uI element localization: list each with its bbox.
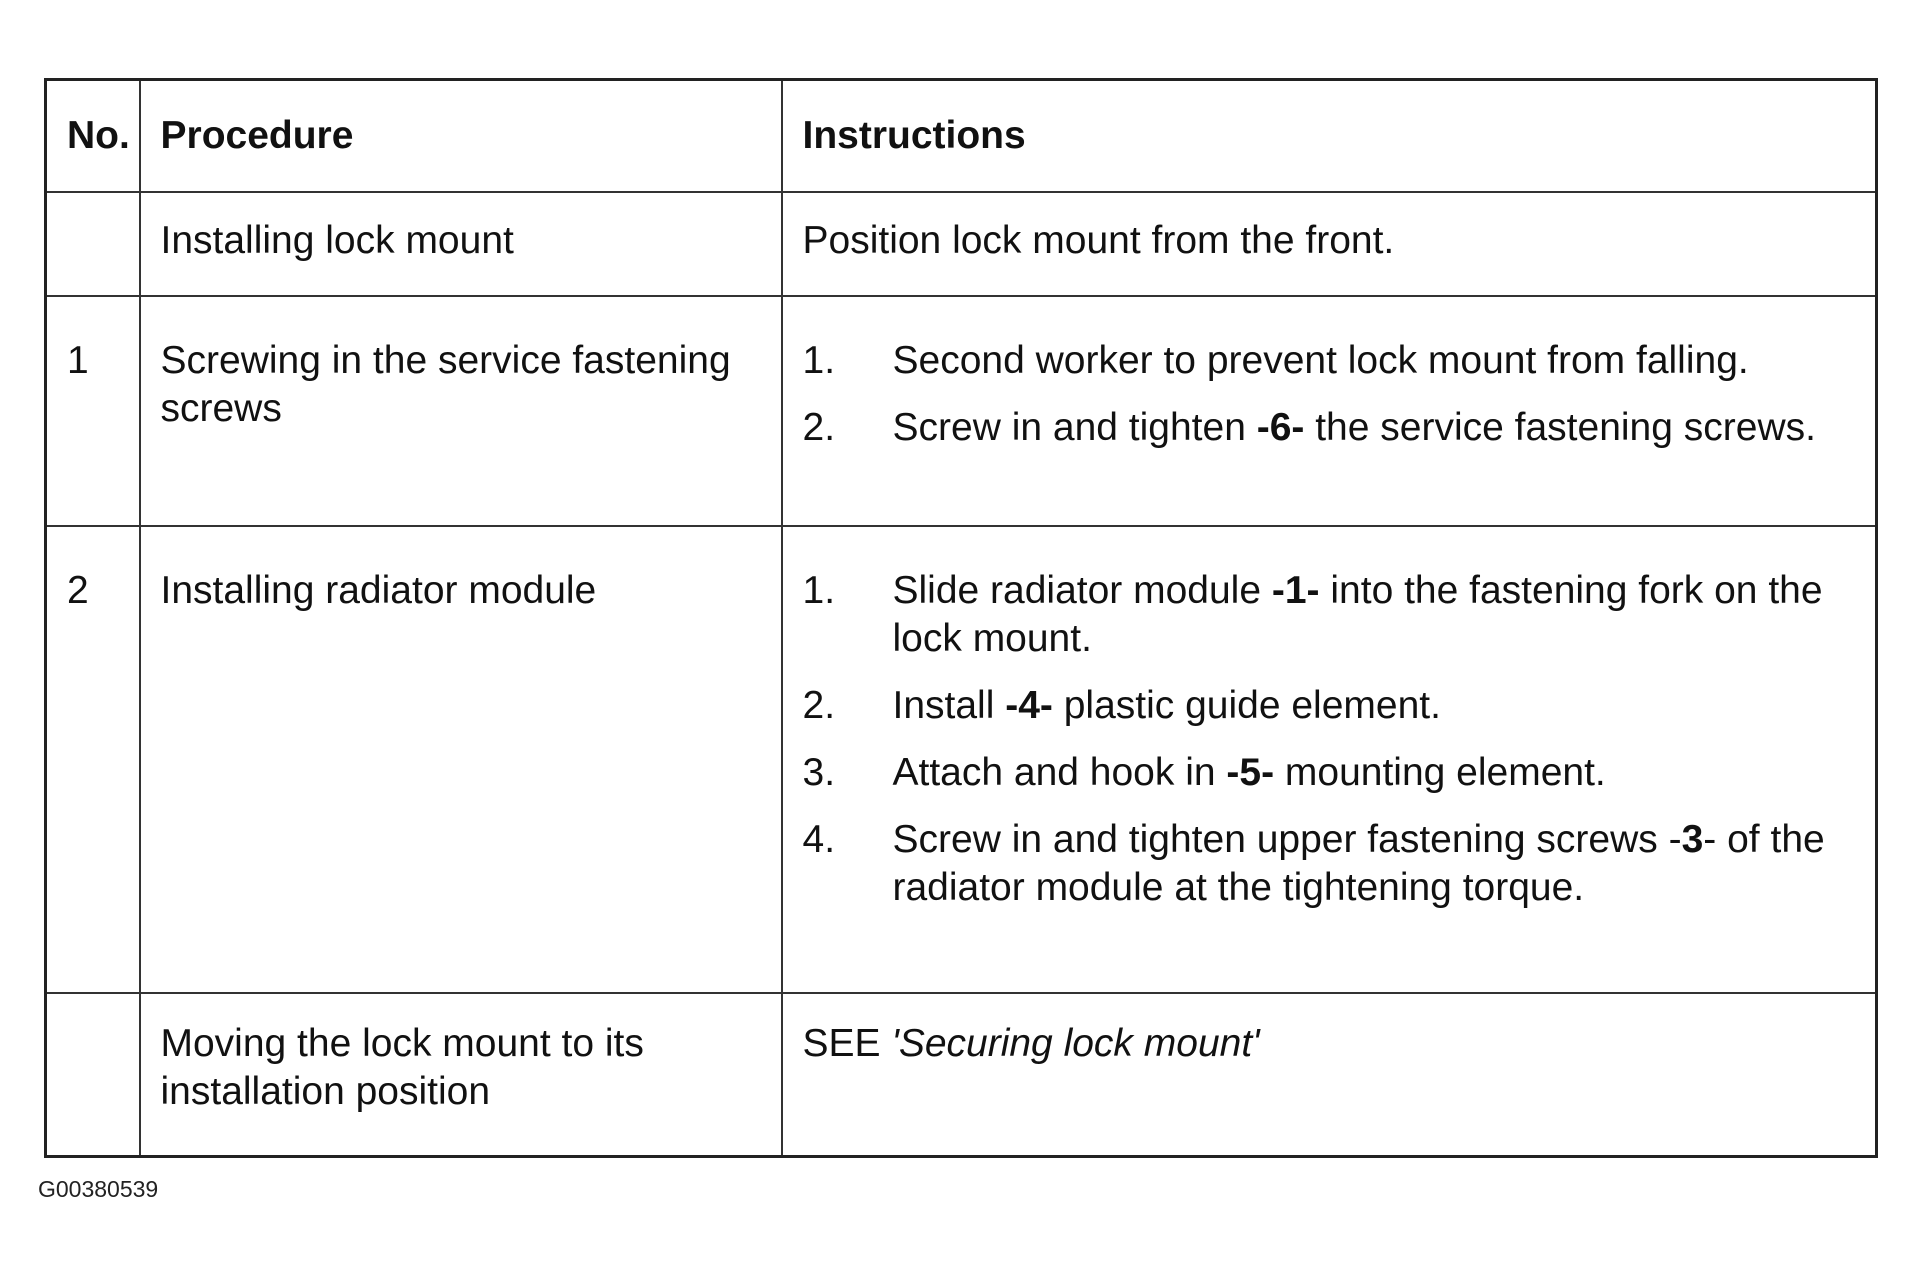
step-text: Screw in and tighten -6- the service fastening screws. — [892, 406, 1816, 449]
step-text: Slide radiator module -1- into the fastening fork on the lock mount. — [892, 569, 1823, 660]
step-number: 3. — [802, 751, 836, 794]
figure-id: G00380539 — [38, 1176, 159, 1202]
item-reference: -6- — [1256, 406, 1305, 449]
procedure-cell: Screwing in the service fastening screws — [140, 296, 782, 526]
instruction-steps — [803, 567, 1856, 912]
row-number: 2 — [46, 526, 140, 993]
instruction-step — [803, 567, 1856, 663]
row-number: 1 — [46, 296, 140, 526]
header-no: No. — [46, 80, 140, 193]
row-number — [46, 993, 140, 1156]
step-text: Screw in and tighten upper fastening screws -3- of the radiator module at the tightening torque. — [892, 818, 1825, 909]
row-number — [46, 192, 140, 296]
procedure-cell: Installing radiator module — [140, 526, 782, 993]
item-reference: -1- — [1271, 569, 1320, 612]
table-row — [46, 192, 1877, 296]
instruction-step — [803, 682, 1856, 730]
table-header-row — [46, 80, 1877, 193]
cross-reference-link[interactable]: 'Securing lock mount' — [891, 1022, 1260, 1065]
instruction-cell: Position lock mount from the front. — [782, 192, 1877, 296]
item-reference: -4- — [1005, 684, 1053, 727]
instruction-step — [803, 337, 1856, 385]
header-procedure: Procedure — [140, 80, 782, 193]
instruction-steps — [803, 337, 1856, 452]
header-instructions: Instructions — [782, 80, 1877, 193]
step-number: 2. — [802, 406, 836, 449]
table-row — [46, 993, 1877, 1156]
step-text: Attach and hook in -5- mounting element. — [892, 751, 1606, 794]
step-number: 1. — [802, 339, 836, 382]
instruction-step — [803, 404, 1856, 452]
instruction-cell — [782, 993, 1877, 1156]
instruction-step — [803, 749, 1856, 797]
procedure-cell: Moving the lock mount to its installation position — [140, 993, 782, 1156]
step-text: Second worker to prevent lock mount from falling. — [892, 339, 1749, 382]
procedure-cell: Installing lock mount — [140, 192, 782, 296]
instruction-step — [803, 816, 1856, 912]
step-text: Install -4- plastic guide element. — [892, 684, 1441, 727]
instruction-cell — [782, 296, 1877, 526]
table-row — [46, 526, 1877, 993]
item-reference: -5- — [1226, 751, 1275, 794]
item-reference: 3 — [1681, 818, 1704, 861]
table-row — [46, 296, 1877, 526]
step-number: 1. — [802, 569, 836, 612]
step-number: 4. — [802, 818, 836, 861]
step-number: 2. — [802, 684, 836, 727]
see-prefix: SEE — [802, 1022, 892, 1065]
instruction-cell — [782, 526, 1877, 993]
procedure-table — [44, 78, 1878, 1158]
